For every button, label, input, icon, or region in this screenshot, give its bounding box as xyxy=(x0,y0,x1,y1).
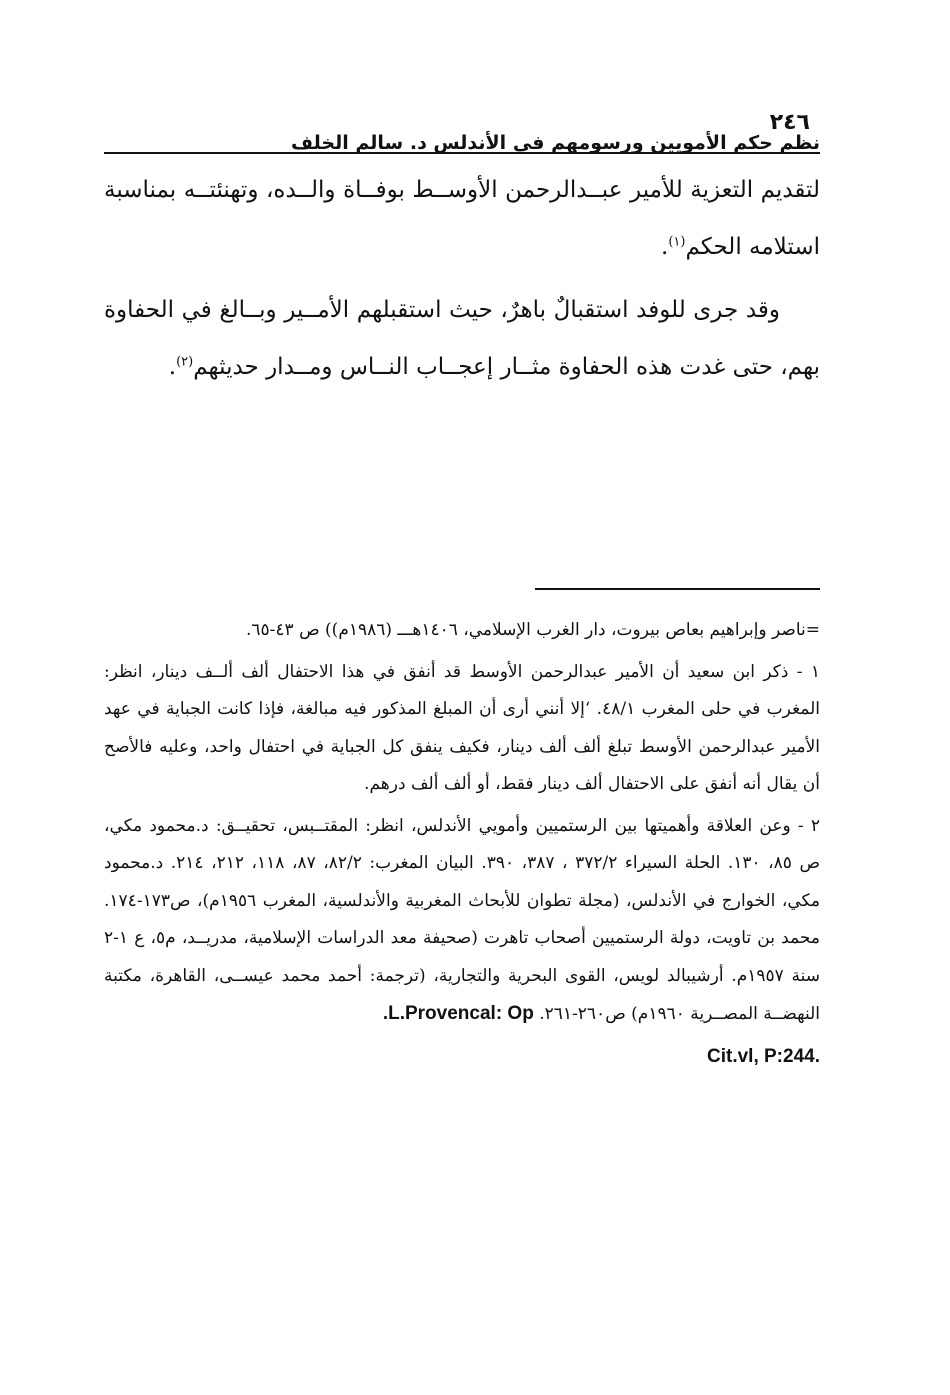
latin-reference-end: Cit.vl, P:244. xyxy=(707,1045,820,1067)
footnote-2: ٢ - وعن العلاقة وأهميتها بين الرستميين وأمويي الأندلس، انظر: المقتــبس، تحقيــق: د.محمود مكي، ص ٨٥، ١٣٠. الحلة السيراء ٣٧٢/٢ ، ٣٨٧، ٣٩٠. البيان المغرب: ٨٢/٢، ٨٧، ١١٨، ٢١٢، ٢١٤. د.محمود مكي، الخوارج في الأندلس، (مجلة تطوان للأبحاث المغربية والأندلسية، المغرب ١٩٥٦م)، ص١٧٣-١٧٤. محمد بن تاويت، دولة الرستميين أصحاب تاهرت (صحيفة معد الدراسات الإسلامية، مدريــد، م٥، ع ١-٢ سنة ١٩٥٧م. أرشيبالد لويس، القوى البحرية والتجارية، (ترجمة: أحمد محمد عيســى، القاهرة، مكتبة النهضــة المصــرية ١٩٦٠م) ص٢٦٠-٢٦١. L.Provencal: Op. xyxy=(104,815,821,1024)
page-header xyxy=(104,104,820,152)
footnote-ref: (١) xyxy=(668,234,686,250)
page-number: ٢٤٦ xyxy=(769,110,810,135)
footnote-continuation: =ناصر وإبراهيم بعاص بيروت، دار الغرب الإسلامي، ١٤٠٦هـــ (١٩٨٦م)) ص ٤٣-٦٥. xyxy=(246,620,820,640)
latin-reference: L.Provencal: Op. xyxy=(382,1003,534,1024)
footnote-ref: (٢) xyxy=(176,354,194,370)
body-paragraph: وقد جرى للوفد استقبالٌ باهرٌ، حيث استقبلهم الأمــير وبــالغ في الحفاوة بهم، حتى غدت هذه الحفاوة مثــار إعجــاب النــاس ومــدار حديثهم$^{(٢)}$. xyxy=(104,297,820,380)
footnote-2-end xyxy=(104,1038,820,1077)
header-rule xyxy=(104,152,820,154)
footnote-1: ١ - ذكر ابن سعيد أن الأمير عبدالرحمن الأوسط قد أنفق في هذا الاحتفال ألف ألــف دينار، انظر: المغرب في حلى المغرب ٤٨/١. ‘إلا أنني أرى أن المبلغ المذكور فيه مبالغة، فإذا كانت الجباية في عهد الأمير عبدالرحمن الأوسط تبلغ ألف ألف دينار، فكيف ينفق كل الجباية في احتفال واحد، وعليه فالأصح أن يقال أنه أنفق على الاحتفال ألف دينار فقط، أو ألف ألف درهم. xyxy=(104,661,820,794)
running-title: نظم حكم الأمويين ورسومهم في الأندلس د. سالم الخلف xyxy=(291,132,820,154)
footnotes xyxy=(104,612,820,1076)
main-text xyxy=(104,162,820,396)
body-paragraph: لتقديم التعزية للأمير عبــدالرحمن الأوســط بوفــاة والــده، وتهنئتــه بمناسبة استلامه الحكم$^{(١)}$. xyxy=(104,177,820,260)
footnote-separator xyxy=(535,588,820,590)
